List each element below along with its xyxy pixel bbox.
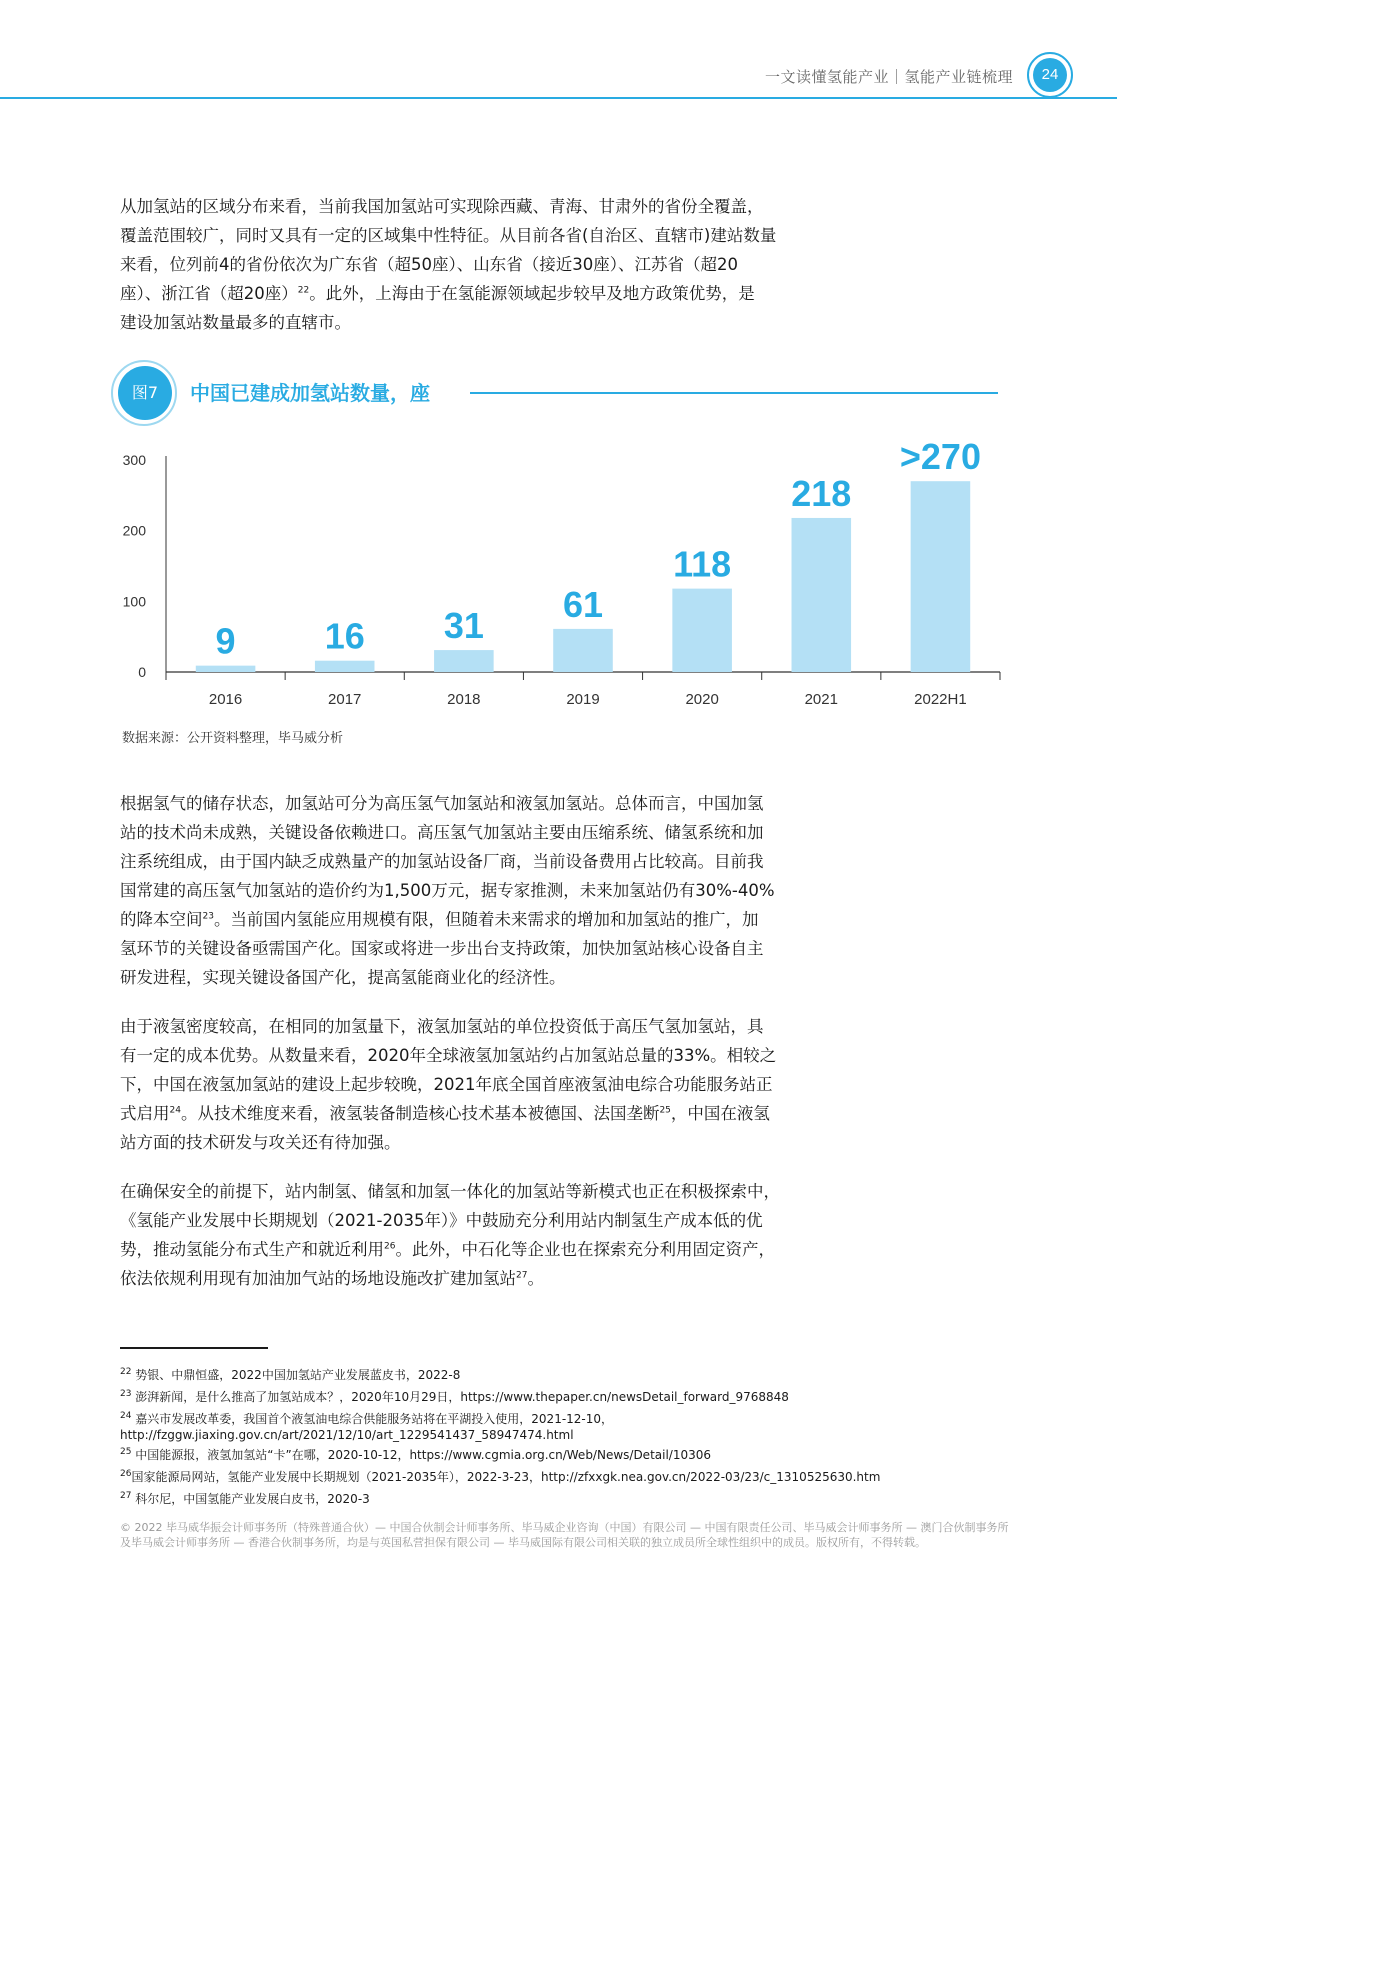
text-line: 的降本空间$^{23}$。当前国内氢能应用规模有限，但随着未来需求的增加和加氢站的推广，加 (120, 910, 759, 929)
paragraph-new-modes (120, 1177, 860, 1293)
text-line: 站的技术尚未成熟，关键设备依赖进口。高压氢气加氢站主要由压缩系统、储氢系统和加 (120, 823, 764, 842)
footnote-divider (120, 1347, 268, 1349)
footnote: $^{23}$ 澎湃新闻，是什么推高了加氢站成本？，2020年10月29日，https://www.thepaper.cn/newsDetail_forward_9768848 (120, 1389, 789, 1404)
footnote: $^{26}$国家能源局网站，氢能产业发展中长期规划（2021-2035年），2022-3-23，http://zfxxgk.nea.gov.cn/2022-03/23/c_1310525630.htm (120, 1469, 881, 1484)
intro-paragraph (120, 192, 860, 337)
y-tick-label: 0 (138, 664, 146, 680)
text-line: 由于液氢密度较高，在相同的加氢量下，液氢加氢站的单位投资低于高压气氢加氢站，具 (120, 1017, 764, 1036)
footnote-ref[interactable]: 26 (384, 1241, 396, 1252)
y-tick-label: 300 (122, 452, 146, 468)
x-tick-label: 2016 (208, 691, 243, 708)
header-divider (0, 97, 1117, 99)
y-tick-label: 200 (122, 522, 146, 539)
x-tick-label: 2017 (328, 691, 362, 708)
text-line: 下，中国在液氢加氢站的建设上起步较晚，2021年底全国首座液氢油电综合功能服务站正 (120, 1075, 773, 1094)
paragraph-liquid-hydrogen (120, 1012, 860, 1157)
footnote-ref[interactable]: 22 (297, 285, 310, 296)
text-line: 从加氢站的区域分布来看，当前我国加氢站可实现除西藏、青海、甘肃外的省份全覆盖， (120, 197, 764, 216)
bar-value-label: 61 (562, 583, 604, 625)
bar (315, 661, 375, 672)
figure-badge: 图7 (118, 366, 172, 420)
y-tick-label: 100 (122, 593, 146, 610)
text-line: 国常建的高压氢气加氢站的造价约为1,500万元，据专家推测，未来加氢站仍有30%-40% (120, 881, 775, 900)
bar-chart (110, 430, 1010, 720)
figure-source: 数据来源：公开资料整理，毕马威分析 (122, 731, 344, 746)
paragraph-station-types (120, 789, 860, 992)
bar-value-label: 218 (791, 472, 852, 514)
header-title: 一文读懂氢能产业｜氢能产业链梳理 (764, 68, 1013, 86)
x-tick-label: 2019 (566, 691, 600, 708)
bar (792, 518, 852, 672)
figure-title: 中国已建成加氢站数量，座 (190, 381, 430, 405)
page-number: 24 (1033, 58, 1067, 92)
x-tick-label: 2020 (685, 691, 719, 708)
footnote-ref[interactable]: 25 (659, 1105, 671, 1116)
text-line: 根据氢气的储存状态，加氢站可分为高压氢气加氢站和液氢加氢站。总体而言，中国加氢 (120, 794, 764, 813)
footnote-ref[interactable]: 24 (169, 1105, 181, 1116)
text-line: 氢环节的关键设备亟需国产化。国家或将进一步出台支持政策，加快加氢站核心设备自主 (120, 939, 764, 958)
text-line: 覆盖范围较广，同时又具有一定的区域集中性特征。从目前各省(自治区、直辖市)建站数量 (120, 226, 777, 245)
text-line: 注系统组成，由于国内缺乏成熟量产的加氢站设备厂商，当前设备费用占比较高。目前我 (120, 852, 764, 871)
figure-title-rule (470, 392, 998, 394)
text-line: 有一定的成本优势。从数量来看，2020年全球液氢加氢站约占加氢站总量的33%。相较之 (120, 1046, 777, 1065)
text-line: 站方面的技术研发与攻关还有待加强。 (120, 1133, 401, 1152)
text-line: 式启用$^{24}$。从技术维度来看，液氢装备制造核心技术基本被德国、法国垄断$^{25}$，中国在液氢 (120, 1104, 770, 1123)
text-line: 在确保安全的前提下，站内制氢、储氢和加氢一体化的加氢站等新模式也正在积极探索中， (120, 1182, 780, 1201)
footnote-ref[interactable]: 27 (516, 1270, 528, 1281)
footnote: $^{25}$ 中国能源报，液氢加氢站“卡”在哪，2020-10-12，https://www.cgmia.org.cn/Web/News/Detail/10306 (120, 1447, 712, 1462)
bar (553, 629, 613, 672)
footnote: $^{27}$ 科尔尼，中国氢能产业发展白皮书，2020-3 (120, 1491, 370, 1506)
bar-value-label: 9 (215, 620, 236, 662)
bar (434, 650, 494, 672)
bar (911, 481, 971, 672)
bar (672, 589, 732, 672)
footnote-link[interactable]: http://fzggw.jiaxing.gov.cn/art/2021/12/10/art_1229541437_58947474.html (120, 1428, 574, 1442)
bar-value-label: >270 (899, 436, 981, 478)
text-line: 《氢能产业发展中长期规划（2021-2035年）》中鼓励充分利用站内制氢生产成本低的优 (120, 1211, 763, 1230)
footnote-ref[interactable]: 23 (202, 911, 214, 922)
text-line: 依法依规利用现有加油加气站的场地设施改扩建加氢站$^{27}$。 (120, 1269, 544, 1288)
footnote: $^{22}$ 势银、中鼎恒盛，2022中国加氢站产业发展蓝皮书，2022-8 (120, 1367, 461, 1382)
footnote: $^{24}$ 嘉兴市发展改革委，我国首个液氢油电综合供能服务站将在平湖投入使用，2021-12-10， http://fzggw.jiaxing.gov.cn/art/2021/12/10/art_1229541437_58947474.html (120, 1411, 920, 1443)
bar-value-label: 16 (324, 615, 365, 657)
text-line: 来看，位列前4的省份依次为广东省（超50座）、山东省（接近30座）、江苏省（超20 (120, 255, 738, 274)
bar-value-label: 31 (443, 605, 484, 647)
bar-value-label: 118 (673, 543, 732, 585)
x-tick-label: 2022H1 (914, 691, 967, 708)
text-line: 建设加氢站数量最多的直辖市。 (120, 313, 351, 332)
text-line: 研发进程，实现关键设备国产化，提高氢能商业化的经济性。 (120, 968, 566, 987)
copyright-notice: © 2022 毕马威华振会计师事务所（特殊普通合伙）— 中国合伙制会计师事务所、毕马威企业咨询（中国）有限公司 — 中国有限责任公司、毕马威会计师事务所 — 澳门合伙制事务所 及毕马威会计师事务所 — 香港合伙制事务所，均是与英国私营担保有限公司 — 毕马威国际有限公司相关联的独立成员所全球性组织中的成员。版权所有，不得转载。 (120, 1521, 1009, 1549)
x-tick-label: 2021 (804, 691, 838, 708)
bar (196, 666, 256, 672)
text-line: 势，推动氢能分布式生产和就近利用$^{26}$。此外，中石化等企业也在探索充分利用固定资产， (120, 1240, 775, 1259)
x-tick-label: 2018 (447, 691, 481, 708)
text-line: 座）、浙江省（超20座）$^{22}$。此外，上海由于在氢能源领域起步较早及地方政策优势，是 (120, 284, 755, 303)
